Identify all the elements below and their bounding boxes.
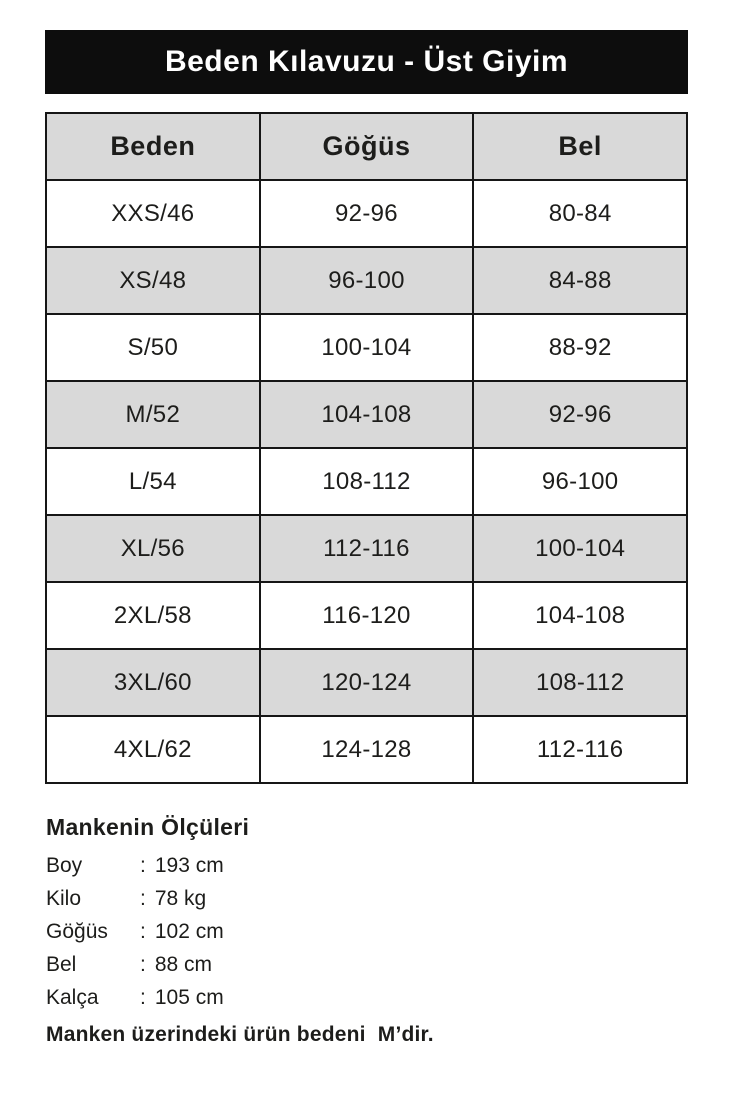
cell-chest: 100-104 (260, 314, 474, 381)
cell-size: M/52 (46, 381, 260, 448)
table-row (46, 448, 687, 515)
cell-chest: 108-112 (260, 448, 474, 515)
table-row (46, 515, 687, 582)
cell-size: XL/56 (46, 515, 260, 582)
measurement-row-waist (46, 948, 688, 981)
cell-size: 4XL/62 (46, 716, 260, 783)
measurement-label: Boy (46, 854, 83, 877)
table-row (46, 247, 687, 314)
size-table (45, 112, 688, 784)
column-header-chest: Göğüs (260, 113, 474, 180)
measurement-label: Kalça (46, 986, 99, 1009)
measurement-row-height (46, 849, 688, 882)
cell-chest: 112-116 (260, 515, 474, 582)
cell-waist: 100-104 (473, 515, 687, 582)
measurement-separator: : (140, 854, 146, 877)
cell-size: XS/48 (46, 247, 260, 314)
cell-waist: 108-112 (473, 649, 687, 716)
model-measurements-section (45, 814, 688, 1050)
cell-chest: 124-128 (260, 716, 474, 783)
measurement-separator: : (140, 986, 146, 1009)
table-row (46, 716, 687, 783)
table-row (46, 649, 687, 716)
table-header-row (46, 113, 687, 180)
column-header-size: Beden (46, 113, 260, 180)
cell-size: S/50 (46, 314, 260, 381)
cell-size: L/54 (46, 448, 260, 515)
measurement-value: 78 kg (154, 887, 207, 910)
column-header-waist: Bel (473, 113, 687, 180)
table-row (46, 180, 687, 247)
measurement-row-hip (46, 981, 688, 1014)
model-measurements-heading: Mankenin Ölçüleri (46, 814, 250, 840)
table-row (46, 582, 687, 649)
measurement-separator: : (140, 920, 146, 943)
measurement-value: 193 cm (154, 854, 224, 877)
cell-size: 2XL/58 (46, 582, 260, 649)
cell-chest: 96-100 (260, 247, 474, 314)
title-bar (45, 30, 688, 94)
cell-waist: 80-84 (473, 180, 687, 247)
measurement-label: Göğüs (46, 920, 108, 943)
cell-chest: 92-96 (260, 180, 474, 247)
measurement-separator: : (140, 887, 146, 910)
cell-chest: 104-108 (260, 381, 474, 448)
cell-chest: 116-120 (260, 582, 474, 649)
measurement-label: Bel (46, 953, 77, 976)
cell-waist: 92-96 (473, 381, 687, 448)
measurement-row-chest (46, 915, 688, 948)
cell-waist: 84-88 (473, 247, 687, 314)
table-row (46, 381, 687, 448)
cell-chest: 120-124 (260, 649, 474, 716)
table-row (46, 314, 687, 381)
measurement-separator: : (140, 953, 146, 976)
cell-waist: 112-116 (473, 716, 687, 783)
cell-waist: 88-92 (473, 314, 687, 381)
measurement-value: 102 cm (154, 920, 224, 943)
cell-waist: 104-108 (473, 582, 687, 649)
cell-size: XXS/46 (46, 180, 260, 247)
measurement-value: 88 cm (154, 953, 213, 976)
measurement-label: Kilo (46, 887, 82, 910)
cell-size: 3XL/60 (46, 649, 260, 716)
page-title: Beden Kılavuzu - Üst Giyim (164, 45, 569, 78)
measurement-row-weight (46, 882, 688, 915)
measurement-value: 105 cm (154, 986, 224, 1009)
model-size-note: Manken üzerindeki ürün bedeni M’dir. (46, 1023, 434, 1046)
cell-waist: 96-100 (473, 448, 687, 515)
